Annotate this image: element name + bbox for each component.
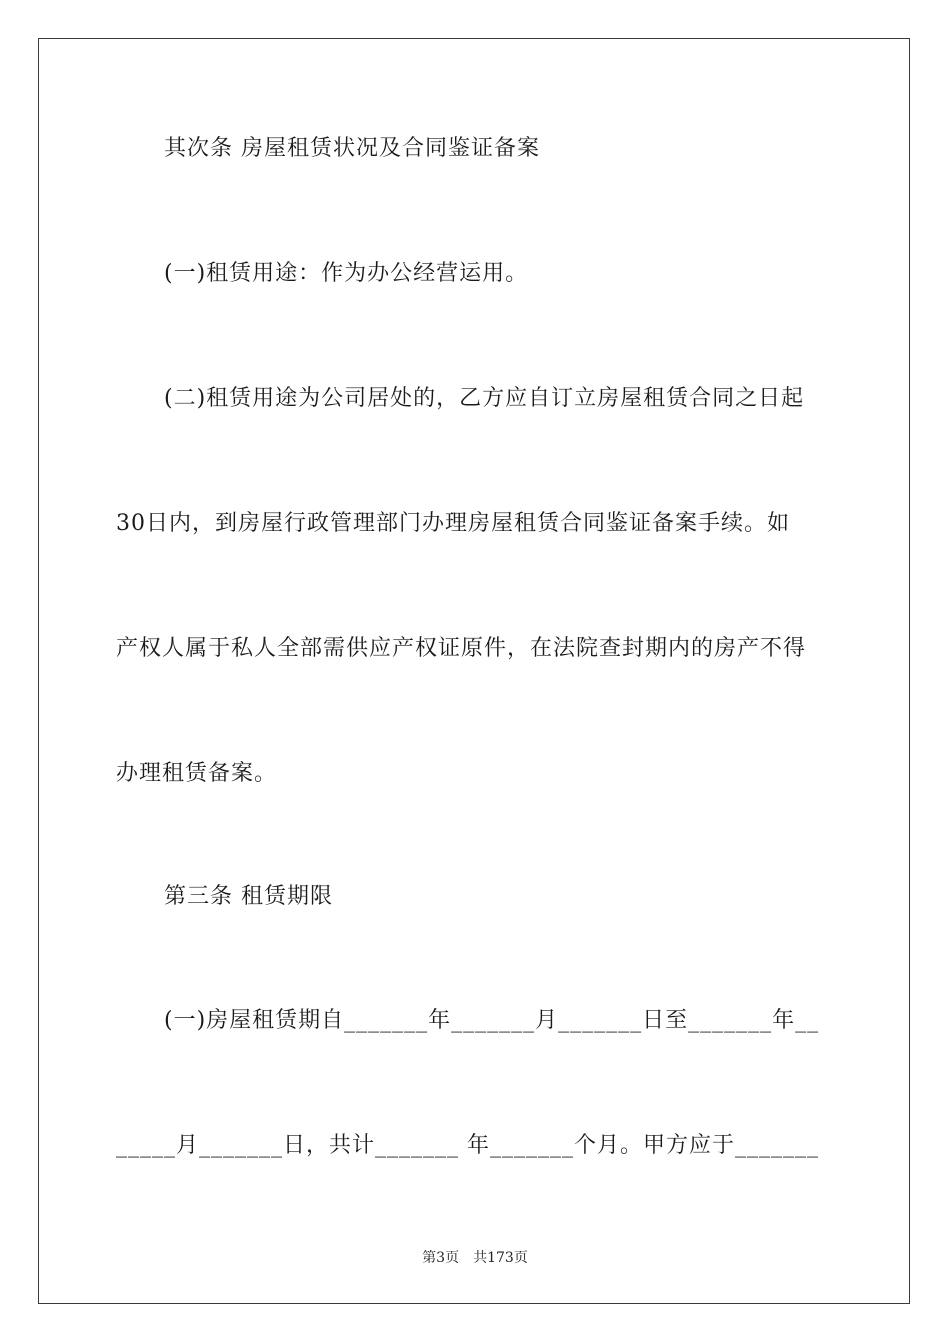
page-footer: [0, 1248, 950, 1268]
clause-2-item-2-line-3: 产权人属于私人全部需供应产权证原件，在法院查封期内的房产不得: [116, 636, 807, 661]
page-number: 第3页: [422, 1250, 460, 1266]
clause-2-item-1: (一)租赁用途：作为办公经营运用。: [164, 261, 529, 286]
clause-2-item-2-line-4: 办理租赁备案。: [116, 761, 278, 786]
clause-3-item-1-line-1: (一)房屋租赁期自_______年_______月_______日至_______年__: [164, 1008, 820, 1033]
clause-3-item-1-line-2: _____月_______日，共计_______ 年_______个月。甲方应于_______: [116, 1133, 819, 1158]
clause-3-heading: 第三条 租赁期限: [164, 884, 333, 909]
clause-2-item-2-line-2: 30日内，到房屋行政管理部门办理房屋租赁合同鉴证备案手续。如: [116, 511, 790, 536]
page-total: 共173页: [473, 1250, 528, 1266]
clause-2-heading: 其次条 房屋租赁状况及合同鉴证备案: [164, 136, 540, 161]
page-border: [38, 38, 910, 1304]
clause-2-item-2-line-1: (二)租赁用途为公司居处的，乙方应自订立房屋租赁合同之日起: [164, 386, 805, 411]
